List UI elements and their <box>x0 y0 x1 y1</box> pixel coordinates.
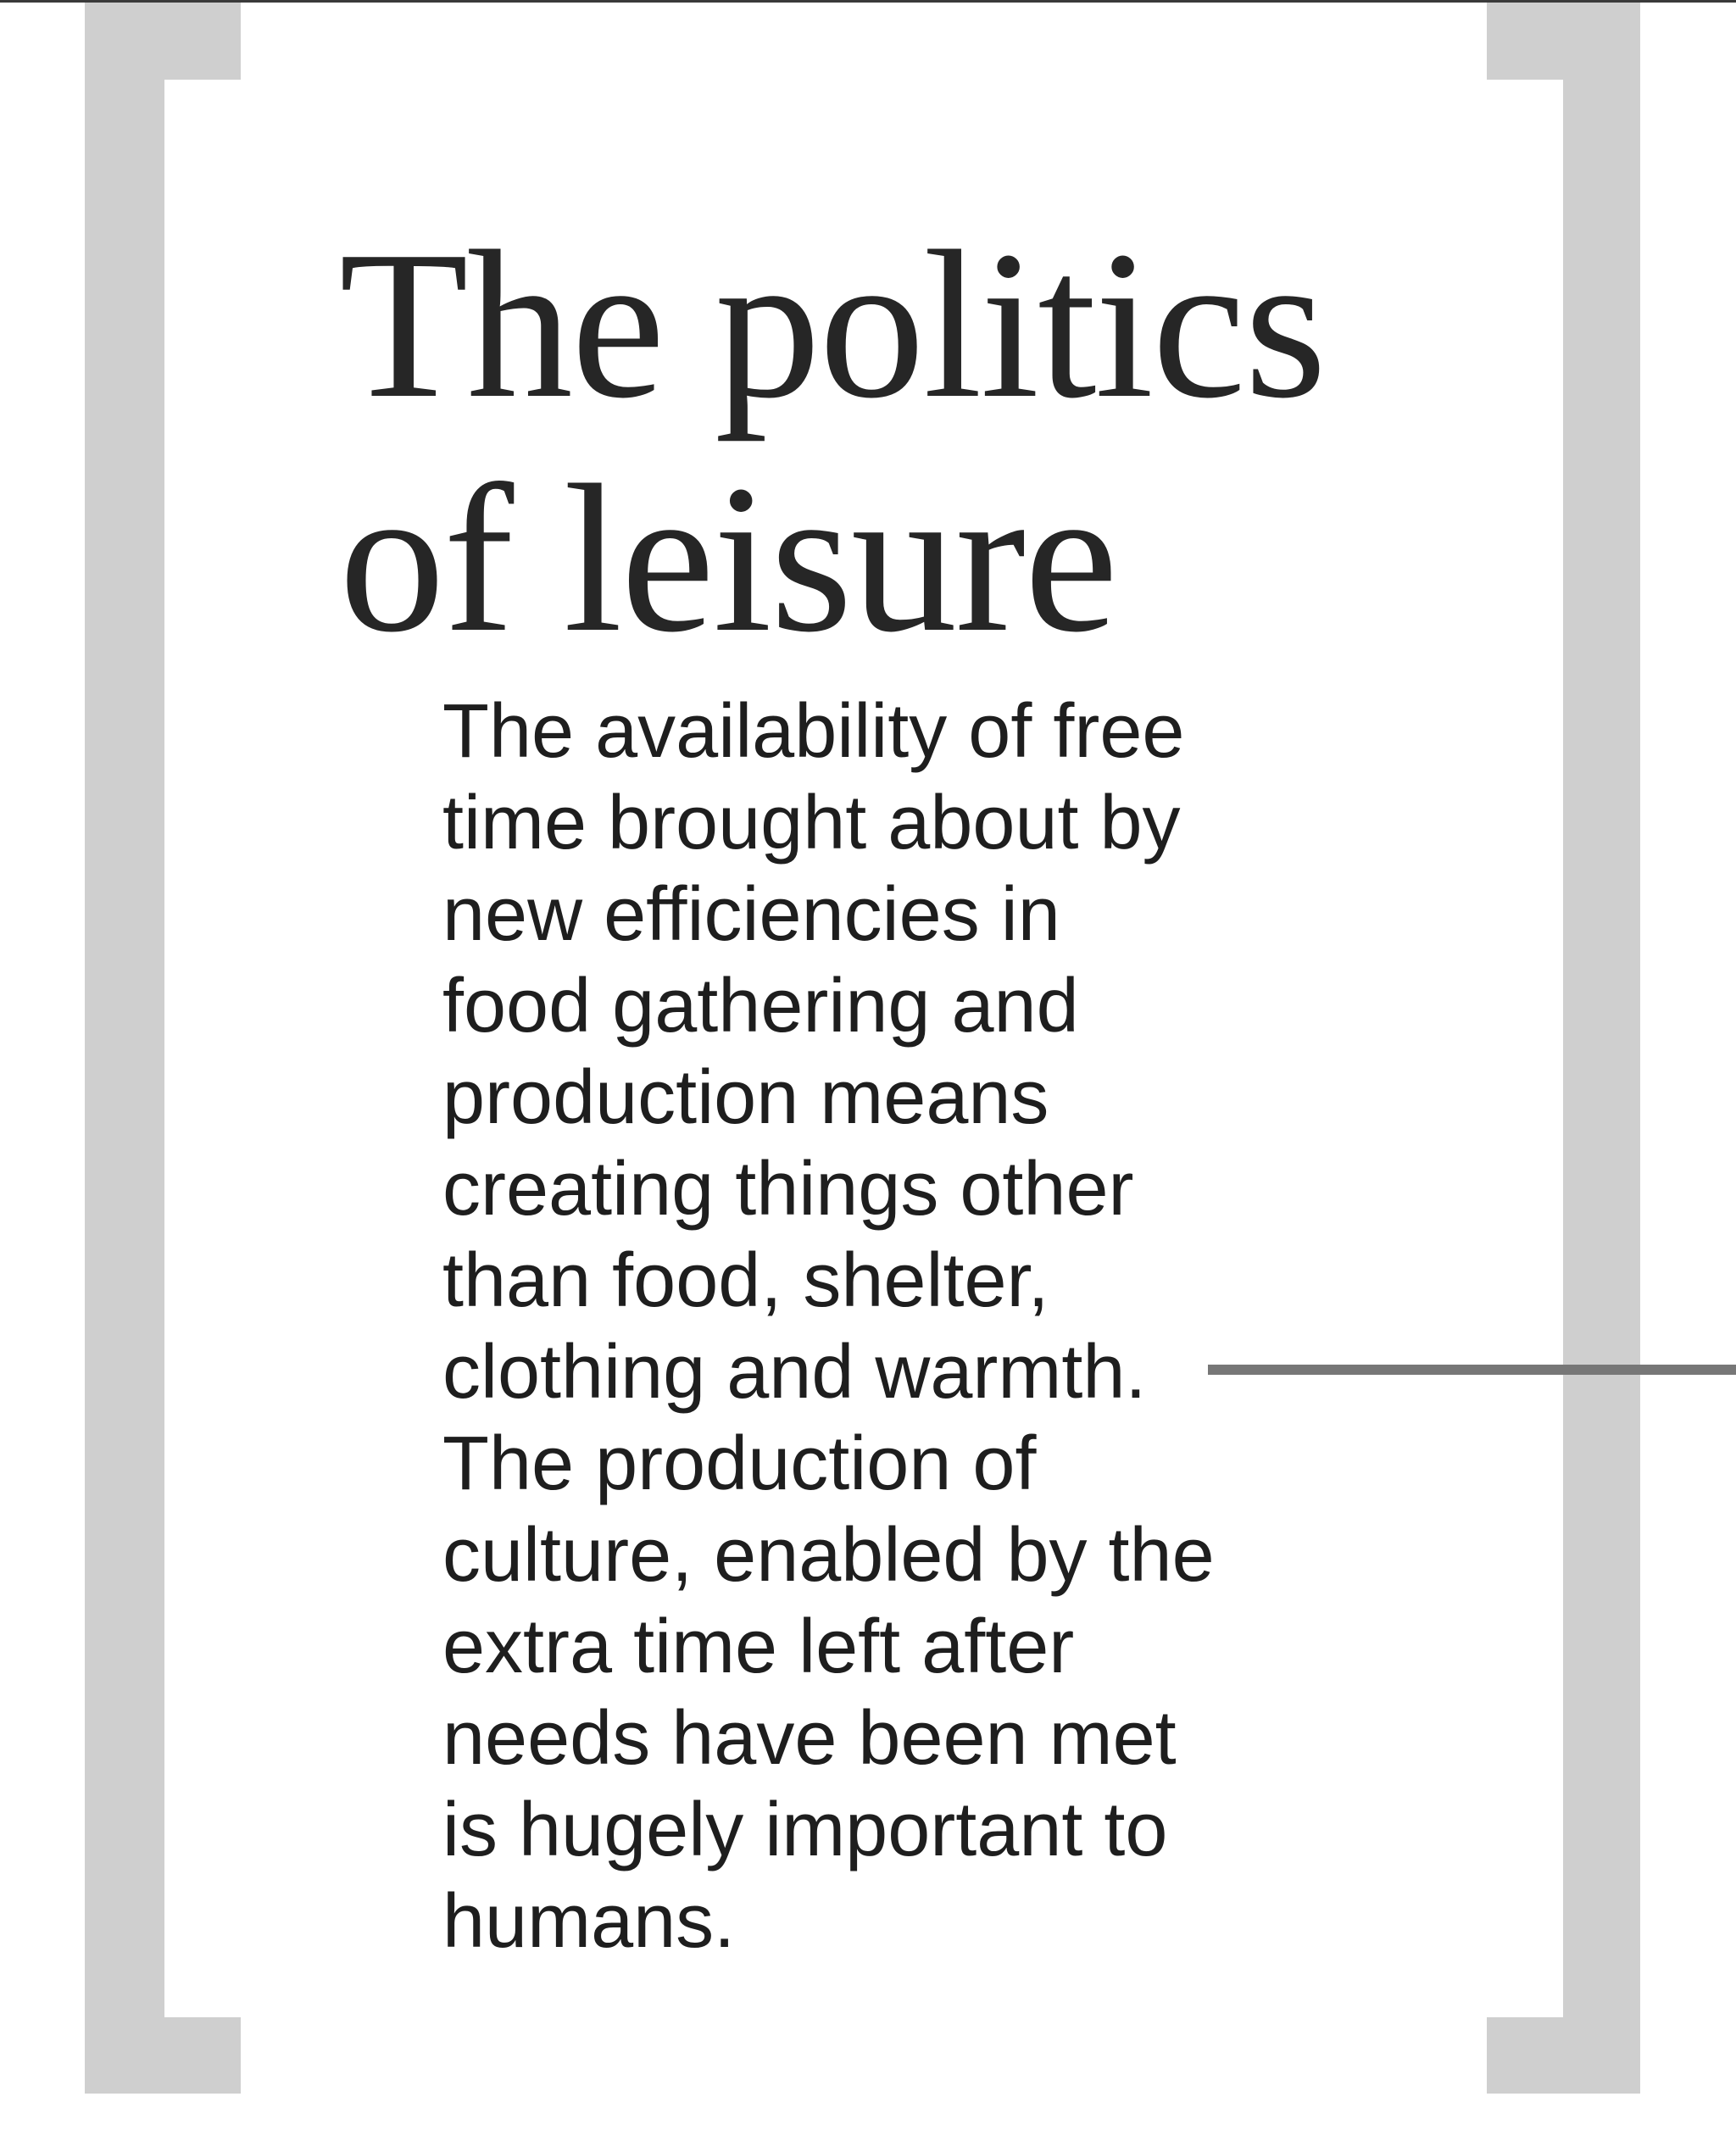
body-line: needs have been met <box>442 1696 1177 1781</box>
body-line: time brought about by <box>442 781 1181 865</box>
title-line: The politics <box>339 208 1326 442</box>
body-line: culture, enabled by the <box>442 1513 1215 1598</box>
connector-line <box>1208 1365 1736 1375</box>
body-line: The production of <box>442 1421 1037 1506</box>
title-line: of leisure <box>339 442 1117 676</box>
left-bracket-bottom-arm <box>85 2017 241 2094</box>
body-line: extra time left after <box>442 1604 1075 1689</box>
left-bracket-vertical <box>85 3 164 2094</box>
body-line: than food, shelter, <box>442 1238 1049 1323</box>
body-line: humans. <box>442 1879 736 1964</box>
right-bracket-bottom-arm <box>1487 2017 1640 2094</box>
right-bracket-vertical <box>1563 3 1640 2094</box>
body-line: The availability of free <box>442 689 1185 774</box>
body-paragraph <box>442 686 1290 1967</box>
body-line: food gathering and <box>442 964 1079 1048</box>
body-line: new efficiencies in <box>442 872 1060 957</box>
body-line: clothing and warmth. <box>442 1330 1147 1415</box>
page-title <box>339 209 1441 676</box>
left-bracket-top-arm <box>85 3 241 80</box>
top-border-line <box>0 0 1736 3</box>
body-line: production means <box>442 1055 1049 1140</box>
body-line: is hugely important to <box>442 1788 1168 1872</box>
right-bracket-top-arm <box>1487 3 1640 80</box>
body-line: creating things other <box>442 1147 1134 1232</box>
